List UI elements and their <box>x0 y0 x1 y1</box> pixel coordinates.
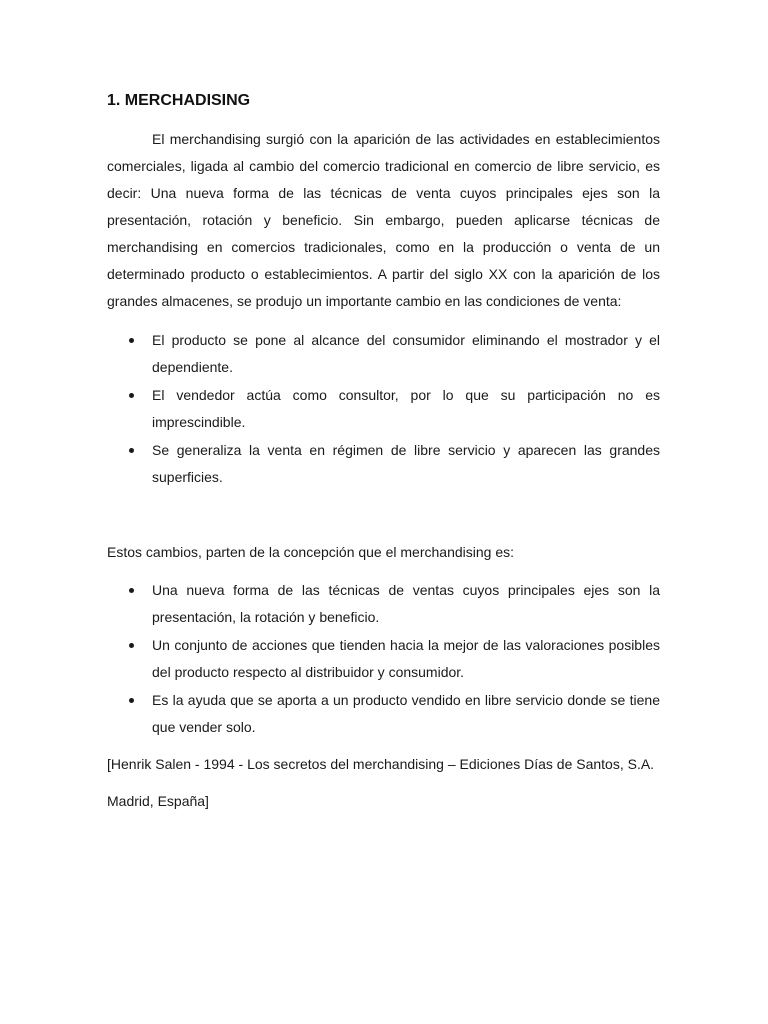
bullet-icon <box>129 588 134 593</box>
bullet-icon <box>129 448 134 453</box>
reference-location: Madrid, España] <box>107 793 209 809</box>
list-item-text: El producto se pone al alcance del consumidor eliminando el mostrador y el dependiente. <box>152 332 660 375</box>
bullet-icon <box>129 698 134 703</box>
document-page <box>107 90 660 815</box>
concepts-list <box>107 577 660 741</box>
list-item <box>107 632 660 686</box>
list-item <box>107 687 660 741</box>
list-item <box>107 437 660 491</box>
changes-list <box>107 327 660 491</box>
list-item <box>107 577 660 631</box>
bullet-icon <box>129 643 134 648</box>
list-item <box>107 382 660 436</box>
bullet-icon <box>129 338 134 343</box>
list-item-text: Se generaliza la venta en régimen de libre servicio y aparecen las grandes superficies. <box>152 442 660 485</box>
list-item-text: Una nueva forma de las técnicas de ventas cuyos principales ejes son la presentación, la rotación y beneficio. <box>152 582 660 625</box>
intro-paragraph: El merchandising surgió con la aparición de las actividades en establecimientos comerciales, ligada al cambio del comercio tradicional en comercio de libre servicio, es decir: Una nueva forma de las técnicas de venta cuyos principales ejes son la presentación, rotación y beneficio. Sin embargo, pueden aplicarse técnicas de merchandising en comercios tradicionales, como en la producción o venta de un determinado producto o establecimientos. A partir del siglo XX con la aparición de los grandes almacenes, se produjo un importante cambio en las condiciones de venta: <box>107 131 660 309</box>
section-heading: 1. MERCHADISING <box>107 92 251 109</box>
list-item-text: Es la ayuda que se aporta a un producto vendido en libre servicio donde se tiene que vender solo. <box>152 692 660 735</box>
second-paragraph: Estos cambios, parten de la concepción que el merchandising es: <box>107 544 515 560</box>
bullet-icon <box>129 393 134 398</box>
list-item-text: Un conjunto de acciones que tienden hacia la mejor de las valoraciones posibles del producto respecto al distribuidor y consumidor. <box>152 637 660 680</box>
list-item <box>107 327 660 381</box>
reference-citation: [Henrik Salen - 1994 - Los secretos del merchandising – Ediciones Días de Santos, S.A. <box>107 756 655 772</box>
list-item-text: El vendedor actúa como consultor, por lo que su participación no es imprescindible. <box>152 387 660 430</box>
